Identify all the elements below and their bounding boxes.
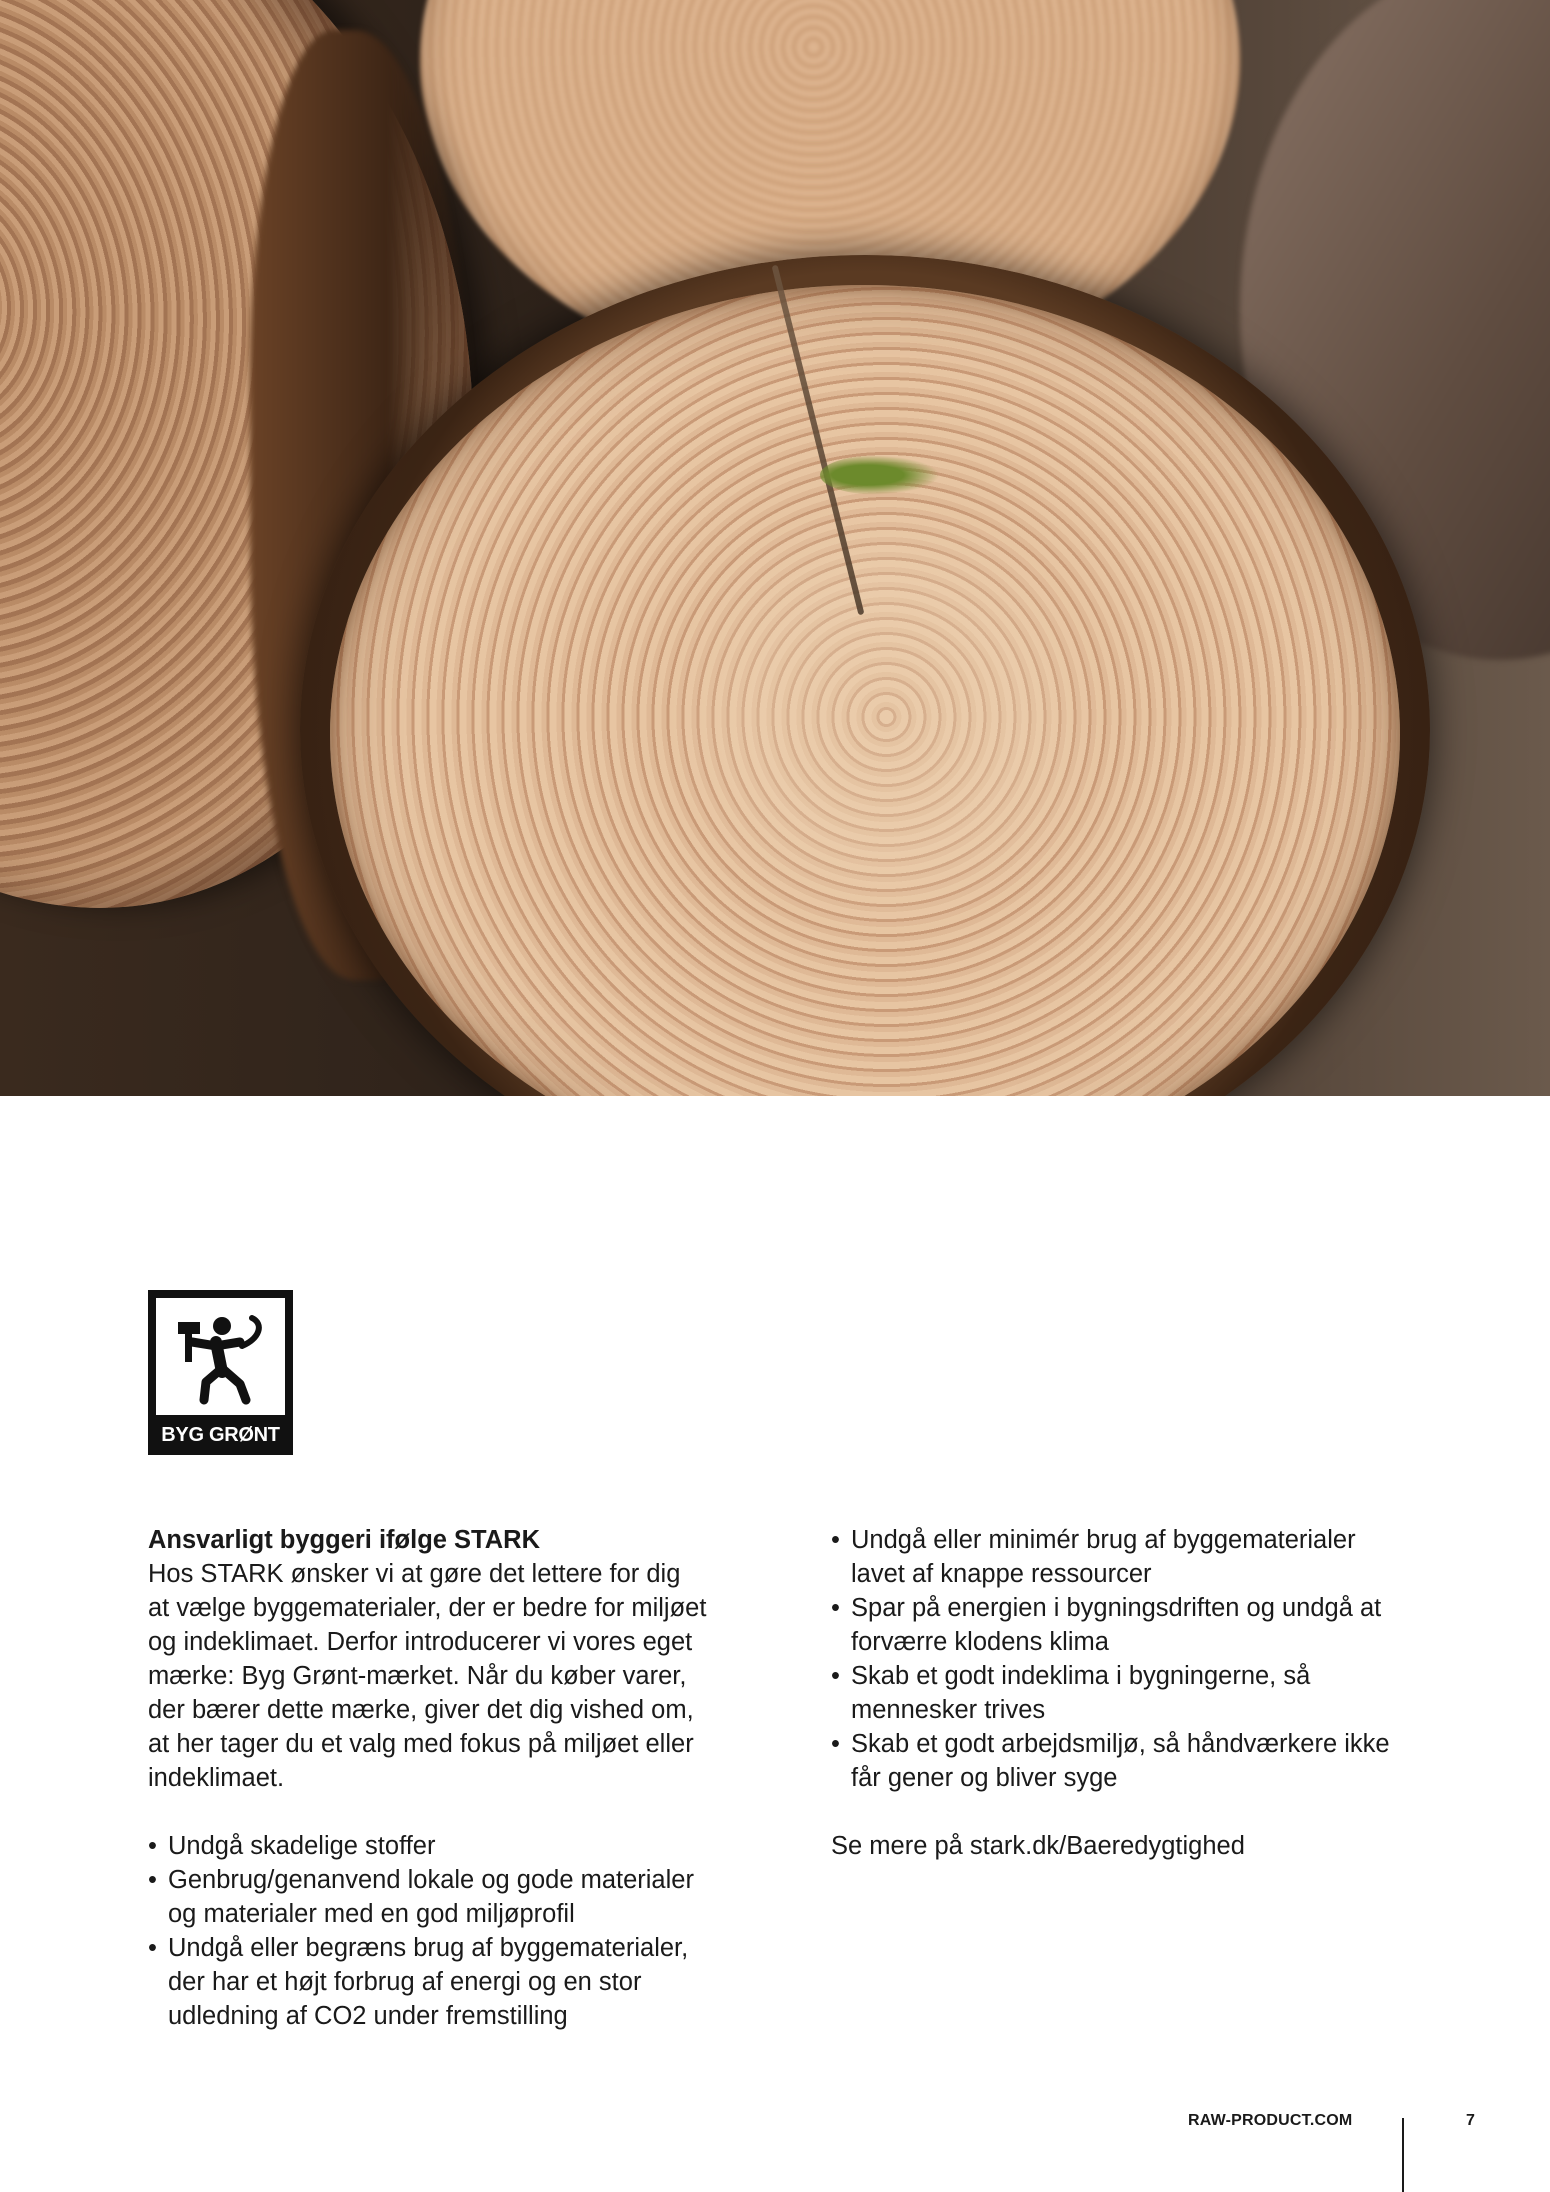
- bullet-icon: •: [831, 1594, 840, 1622]
- list-item-line: Undgå eller begræns brug af byggematerialer,: [168, 1934, 689, 1962]
- list-item: [831, 1523, 1431, 1591]
- list-item-line: Genbrug/genanvend lokale og gode materialer: [168, 1866, 694, 1894]
- intro-line: mærke: Byg Grønt-mærket. Når du køber varer,: [148, 1662, 687, 1690]
- logo-figure: [156, 1298, 285, 1415]
- intro-line: at her tager du et valg med fokus på miljøet eller: [148, 1730, 694, 1758]
- page-number: 7: [1466, 2112, 1475, 2129]
- more-info-link[interactable]: Se mere på stark.dk/Baeredygtighed: [831, 1832, 1245, 1860]
- left-text-column: [148, 1523, 748, 2033]
- list-item: [148, 1931, 748, 2033]
- bullet-icon: •: [148, 1866, 157, 1894]
- list-item-line: udledning af CO2 under fremstilling: [168, 2002, 568, 2030]
- list-item-line: forværre klodens klima: [851, 1628, 1109, 1656]
- list-item-line: mennesker trives: [851, 1696, 1046, 1724]
- bullet-icon: •: [831, 1730, 840, 1758]
- intro-line: der bærer dette mærke, giver det dig vished om,: [148, 1696, 694, 1724]
- right-text-column: [831, 1523, 1431, 1863]
- list-item: [831, 1727, 1431, 1795]
- list-item-line: Spar på energien i bygningsdriften og undgå at: [851, 1594, 1382, 1622]
- list-item-line: får gener og bliver syge: [851, 1764, 1118, 1792]
- list-item-line: lavet af knappe ressourcer: [851, 1560, 1152, 1588]
- footer-site-name[interactable]: RAW-PRODUCT.COM: [1188, 2112, 1353, 2129]
- list-item-line: der har et højt forbrug af energi og en stor: [168, 1968, 642, 1996]
- footer-divider: [1402, 2118, 1404, 2192]
- left-bullet-list: [148, 1829, 748, 2033]
- intro-line: at vælge byggematerialer, der er bedre for miljøet: [148, 1594, 707, 1622]
- byg-groent-logo: [148, 1290, 293, 1455]
- list-item-line: Undgå skadelige stoffer: [168, 1832, 436, 1860]
- bullet-icon: •: [148, 1934, 157, 1962]
- moss: [820, 455, 940, 495]
- worker-figure-icon: [156, 1298, 285, 1415]
- list-item-line: Undgå eller minimér brug af byggematerialer: [851, 1526, 1356, 1554]
- list-item: [148, 1863, 748, 1931]
- list-item: [831, 1591, 1431, 1659]
- intro-line: indeklimaet.: [148, 1764, 285, 1792]
- logo-wordmark: BYG GRØNT: [161, 1424, 280, 1446]
- intro-line: og indeklimaet. Derfor introducerer vi vores eget: [148, 1628, 693, 1656]
- bullet-icon: •: [148, 1832, 157, 1860]
- list-item-line: Skab et godt arbejdsmiljø, så håndværkere ikke: [851, 1730, 1390, 1758]
- list-item-line: Skab et godt indeklima i bygningerne, så: [851, 1662, 1311, 1690]
- list-item: [148, 1829, 748, 1863]
- right-bullet-list: [831, 1523, 1431, 1795]
- intro-line: Hos STARK ønsker vi at gøre det lettere for dig: [148, 1560, 681, 1588]
- list-item: [831, 1659, 1431, 1727]
- bullet-icon: •: [831, 1662, 840, 1690]
- bullet-icon: •: [831, 1526, 840, 1554]
- section-heading: Ansvarligt byggeri ifølge STARK: [148, 1526, 540, 1554]
- list-item-line: og materialer med en god miljøprofil: [168, 1900, 575, 1928]
